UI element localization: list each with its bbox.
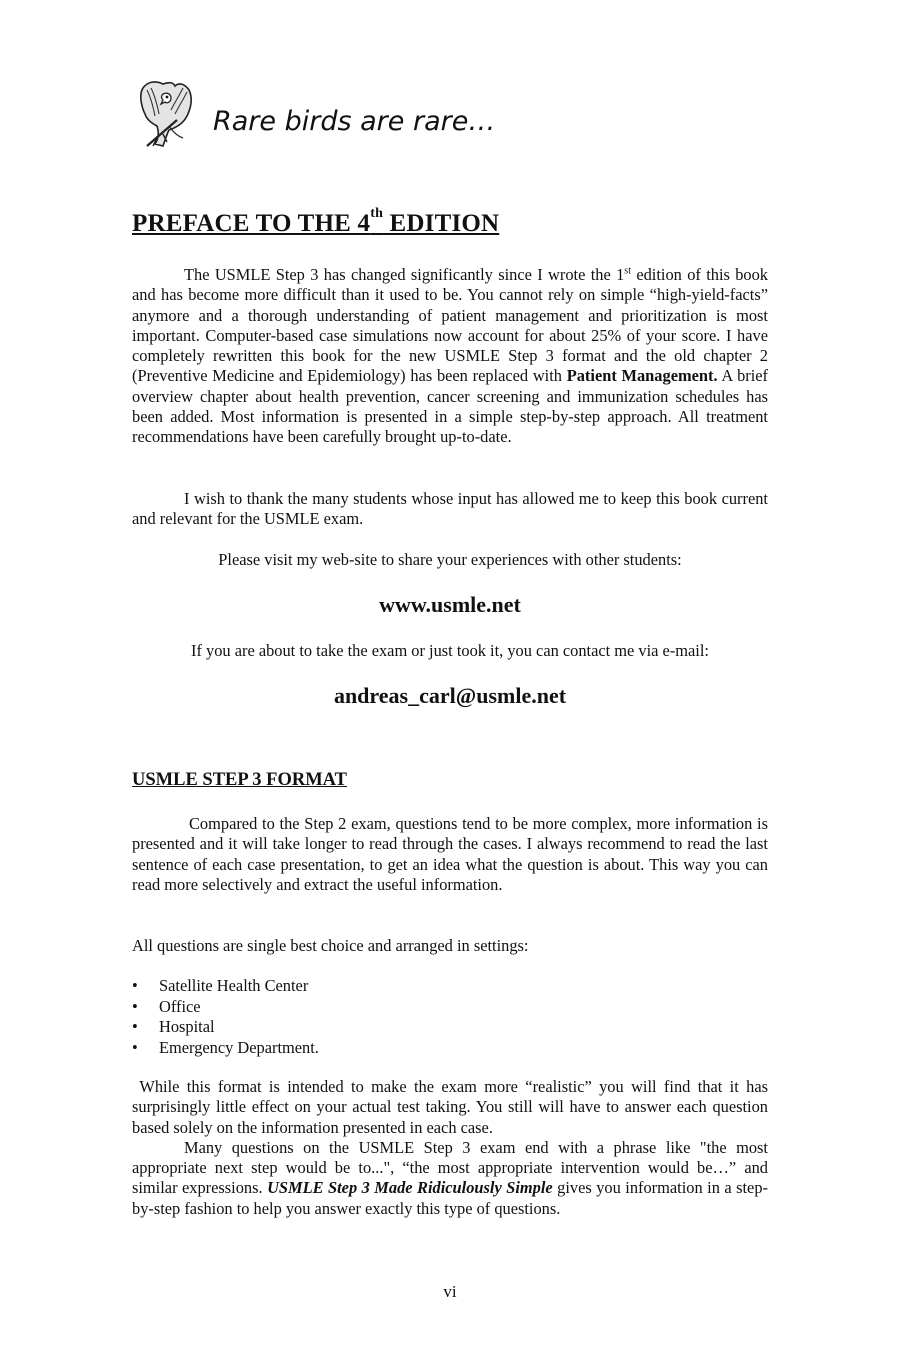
preface-title-sup: th bbox=[370, 206, 384, 221]
preface-p1-bold: Patient Management. bbox=[566, 366, 718, 386]
bullet-icon: • bbox=[132, 1017, 138, 1036]
list-item: • Hospital bbox=[132, 1017, 215, 1036]
website-link[interactable]: www.usmle.net bbox=[379, 592, 521, 617]
settings-list bbox=[132, 976, 632, 1058]
preface-title bbox=[132, 206, 500, 238]
format-paragraph-1 bbox=[132, 814, 768, 895]
bird-logo-icon bbox=[133, 76, 199, 152]
preface-paragraph-2: I wish to thank the many students whose input has allowed me to keep this book current and relevant for the USMLE exam. bbox=[132, 489, 768, 529]
list-item: • Emergency Department. bbox=[132, 1037, 319, 1057]
book-title: USMLE Step 3 Made Ridiculously Simple bbox=[267, 1178, 553, 1198]
preface-title-prefix: PREFACE TO THE 4 bbox=[132, 210, 371, 237]
page-header bbox=[133, 72, 633, 152]
format-paragraph-2: All questions are single best choice and arranged in settings: bbox=[132, 936, 529, 955]
tagline: Rare birds are rare… bbox=[213, 106, 496, 137]
page-number: vi bbox=[443, 1282, 457, 1301]
preface-p1-c: A brief overview chapter about health prevention, cancer screening and immunization schedules has been added. Most information is presented in a simple step-by-step approach. All treatment recommendations have been carefully brought up-to-date. bbox=[132, 366, 769, 447]
contact-line: If you are about to take the exam or just took it, you can contact me via e-mail: bbox=[191, 641, 709, 660]
format-closing bbox=[132, 1077, 768, 1219]
visit-line: Please visit my web-site to share your experiences with other students: bbox=[218, 550, 682, 569]
bullet-icon: • bbox=[132, 976, 138, 995]
list-item: • Office bbox=[132, 996, 201, 1016]
email-link[interactable]: andreas_carl@usmle.net bbox=[333, 683, 567, 708]
bullet-icon: • bbox=[132, 996, 138, 1016]
preface-paragraph-1 bbox=[132, 265, 768, 448]
list-item: • Satellite Health Center bbox=[132, 976, 309, 995]
format-p1-text: Compared to the Step 2 exam, questions tend to be more complex, more information is presented and it will take longer to read through the cases. I always recommend to read the last sentence of each case presentation, to get an idea what the question is about. This way you can read more selectively and extract the useful information. bbox=[132, 814, 768, 894]
bullet-icon: • bbox=[132, 1037, 138, 1057]
format-title: USMLE STEP 3 FORMAT bbox=[132, 770, 347, 790]
format-paragraph-4: Many questions on the USMLE Step 3 exam end with a phrase like "the most appropriate next step would be to...", “the most appropriate intervention would be…” and similar expressions. USMLE Step 3 Made Ridiculously Simple gives you information in a step-by-step fashion to help you answer exactly this type of questions. bbox=[132, 1137, 768, 1218]
preface-p1-sup: st bbox=[624, 265, 631, 277]
format-paragraph-3: While this format is intended to make the exam more “realistic” you will find that it has surprisingly little effect on your actual test taking. You still will have to answer each question based solely on the information presented in each case. bbox=[132, 1077, 768, 1137]
preface-title-suffix: EDITION bbox=[383, 210, 500, 237]
preface-p1-a: The USMLE Step 3 has changed significantly since I wrote the 1 bbox=[184, 265, 625, 284]
preface-p1-b: edition of this book and has become more difficult than it used to be. You cannot rely on simple “high-yield-facts” anymore and a thorough understanding of patient management and prioritization is most important. Computer-based case simulations now account for about 25% of your score. I have completely rewritten this book for the new USMLE Step 3 format and the old chapter 2 (Preventive Medicine and Epidemiology) has been replaced with bbox=[132, 265, 769, 386]
